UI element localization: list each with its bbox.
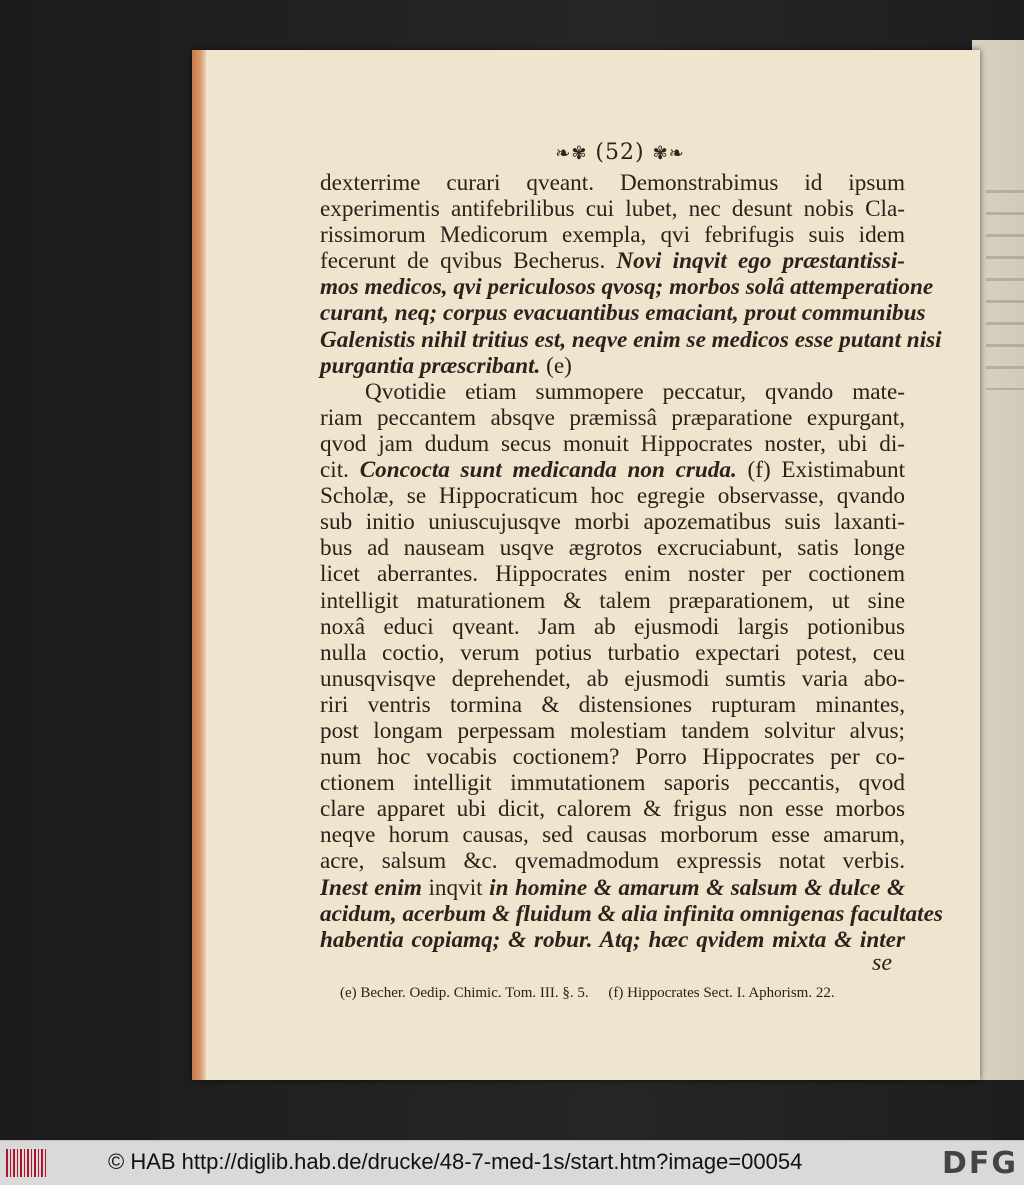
text-line (320, 875, 905, 901)
text-line: neqve horum causas, sed causas morborum esse amarum, (320, 822, 905, 849)
footnote-e: (e) Becher. Oedip. Chimic. Tom. III. §. 5. (340, 985, 589, 1001)
text-line: ctionem intelligit immutationem saporis peccantis, qvod (320, 770, 905, 797)
quote-line: habentia copiamq; & robur. Atq; hæc qvidem mixta & inter (320, 926, 905, 953)
text-line: riam peccantem absqve præmissâ præparatione expurgant, (320, 404, 905, 431)
quote-line: mos medicos, qvi periculosos qvosq; morbos solâ attemperatione (320, 274, 934, 301)
text-line: rissimorum Medicorum exempla, qvi febrifugis suis idem (320, 222, 905, 249)
body-text (320, 170, 943, 953)
copyright-link[interactable]: © HAB http://diglib.hab.de/drucke/48-7-med-1s/start.htm?image=00054 (108, 1149, 803, 1174)
text-line: unusqvisqve deprehendet, ab ejusmodi sumtis varia abo- (320, 665, 905, 692)
catchword: se (872, 950, 892, 976)
text-line (320, 248, 905, 274)
quote-line: curant, neq; corpus evacuantibus emaciant, prout communibus (320, 300, 926, 327)
quote-fragment: Novi inqvit ego præstantissi- (616, 248, 905, 275)
text-line: riri ventris tormina & distensiones rupturam minantes, (320, 691, 905, 718)
quote-line (320, 353, 905, 379)
text-line: dexterrime curari qveant. Demonstrabimus id ipsum (320, 170, 905, 196)
page-header (530, 140, 710, 165)
text-line: intelligit maturationem & talem præparationem, ut sine (320, 587, 905, 614)
hab-logo-icon (6, 1149, 46, 1177)
text-fragment: cit. (320, 457, 349, 484)
text-line: noxâ educi qveant. Jam ab ejusmodi largis potionibus (320, 613, 905, 640)
page-number: (52) (595, 140, 645, 165)
quote-line: Galenistis nihil tritius est, neqve enim se medicos esse putant nisi (320, 326, 942, 353)
text-line: clare apparet ubi dicit, calorem & frigus non esse morbos (320, 796, 905, 823)
quote-fragment: Inest enim (320, 874, 422, 901)
page-binding-edge (192, 50, 206, 1080)
text-line: qvod jam dudum secus monuit Hippocrates noster, ubi di- (320, 430, 905, 457)
text-line (320, 457, 905, 483)
ornament-left-icon: ❧✾ (555, 143, 588, 164)
text-line: num hoc vocabis coctionem? Porro Hippocrates per co- (320, 744, 905, 771)
text-line: bus ad nauseam usqve ægrotos excruciabunt, satis longe (320, 535, 905, 562)
dfg-logo: DFG (941, 1146, 1018, 1181)
text-line: post longam perpessam molestiam tandem solvitur alvus; (320, 717, 905, 744)
quote-line: acidum, acerbum & fluidum & alia infinita omnigenas facultates (320, 900, 943, 927)
text-line: Scholæ, se Hippocraticum hoc egregie observasse, qvando (320, 483, 905, 510)
text-line: Qvotidie etiam summopere peccatur, qvando mate- (365, 378, 905, 405)
quote-fragment: purgantia præscribant. (320, 352, 541, 379)
viewer-footer (0, 1140, 1024, 1185)
text-line: acre, salsum &c. qvemadmodum expressis notat verbis. (320, 848, 905, 875)
footnotes (340, 985, 910, 1002)
text-fragment: inqvit (428, 874, 483, 901)
quote-fragment: in homine & amarum & salsum & dulce & (489, 874, 905, 901)
text-line: experimentis antifebrilibus cui lubet, nec desunt nobis Cla- (320, 196, 905, 223)
text-line: sub initio uniuscujusqve morbi apozematibus suis laxanti- (320, 509, 905, 536)
text-fragment: fecerunt de qvibus Becherus. (320, 248, 606, 275)
text-fragment: Existimabunt (781, 457, 906, 484)
footnote-ref-e: (e) (546, 352, 572, 379)
ornament-right-icon: ✾❧ (652, 143, 685, 164)
text-line: licet aberrantes. Hippocrates enim noster per coctionem (320, 561, 905, 588)
text-line: nulla coctio, verum potius turbatio expectari potest, ceu (320, 639, 905, 666)
quote-fragment: Concocta sunt medicanda non cruda. (359, 457, 737, 484)
footnote-ref-f: (f) (747, 457, 771, 484)
footnote-f: (f) Hippocrates Sect. I. Aphorism. 22. (608, 985, 835, 1001)
